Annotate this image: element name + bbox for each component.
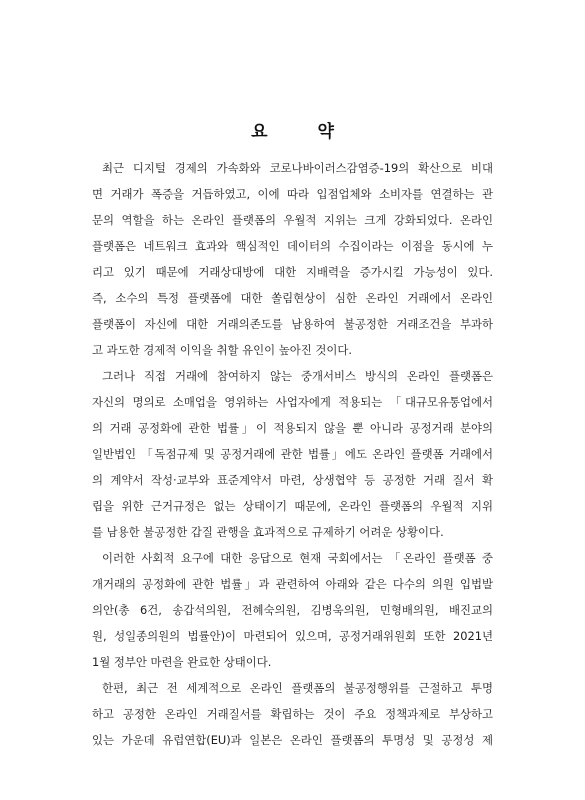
text-line: 원, 성일종의원의 법률안)이 마련되어 있으며, 공정거래위원회 또한 2021년 [92,629,493,643]
text-line: 한편, 최근 전 세계적으로 온라인 플랫폼의 불공정행위를 근절하고 투명 [102,681,493,695]
text-line: 의안(총 6건, 송갑석의원, 전혜숙의원, 김병욱의원, 민형배의원, 배진교의 [92,603,493,617]
text-line: 를 남용한 불공정한 갑질 관행을 효과적으로 규제하기 어려운 상황이다. [92,525,444,539]
text-line: 최근 디지털 경제의 가속화와 코로나바이러스감염증-19의 확산으로 비대 [102,161,493,175]
text-line: 면 거래가 폭증을 거듭하였고, 이에 따라 입점업체와 소비자를 연결하는 관 [92,187,493,201]
text-line: 하고 공정한 온라인 거래질서를 확립하는 것이 주요 정책과제로 부상하고 [92,707,493,721]
text-line: 고 과도한 경제적 이익을 취할 유인이 높아진 것이다. [92,343,353,357]
text-line: 의 계약서 작성·교부와 표준계약서 마련, 상생협약 등 공정한 거래 질서 확 [92,473,493,487]
text-line: 문의 역할을 하는 온라인 플랫폼의 우월적 지위는 크게 강화되었다. 온라인 [92,213,493,227]
text-line: 일반법인 「독점규제 및 공정거래에 관한 법률」에도 온라인 플랫폼 거래에서 [92,447,493,461]
text-line: 이러한 사회적 요구에 대한 응답으로 현재 국회에서는 「온라인 플랫폼 중 [102,551,493,565]
text-line: 플랫폼이 자신에 대한 거래의존도를 남용하여 불공정한 거래조건을 부과하 [92,317,493,331]
summary-body [92,155,493,753]
page-title: 요 약 [251,122,356,142]
text-line: 자신의 명의로 소매업을 영위하는 사업자에게 적용되는 「대규모유통업에서 [92,395,493,409]
text-line: 의 거래 공정화에 관한 법률」이 적용되지 않을 뿐 아니라 공정거래 분야의 [92,421,493,435]
text-line: 즉, 소수의 특정 플랫폼에 대한 쏠림현상이 심한 온라인 거래에서 온라인 [92,291,493,305]
text-line: 그러나 직접 거래에 참여하지 않는 중개서비스 방식의 온라인 플랫폼은 [102,369,493,383]
text-line: 개거래의 공정화에 관한 법률」과 관련하여 아래와 같은 다수의 의원 입법발 [92,577,493,591]
text-line: 리고 있기 때문에 거래상대방에 대한 지배력을 증가시킬 가능성이 있다. [92,265,493,279]
text-line: 플랫폼은 네트워크 효과와 핵심적인 데이터의 수집이라는 이점을 동시에 누 [92,239,493,253]
text-line: 립을 위한 근거규정은 없는 상태이기 때문에, 온라인 플랫폼의 우월적 지위 [92,499,493,513]
text-line: 있는 가운데 유럽연합(EU)과 일본은 온라인 플랫폼의 투명성 및 공정성 제 [92,733,493,747]
text-line: 1월 정부안 마련을 완료한 상태이다. [92,655,272,669]
